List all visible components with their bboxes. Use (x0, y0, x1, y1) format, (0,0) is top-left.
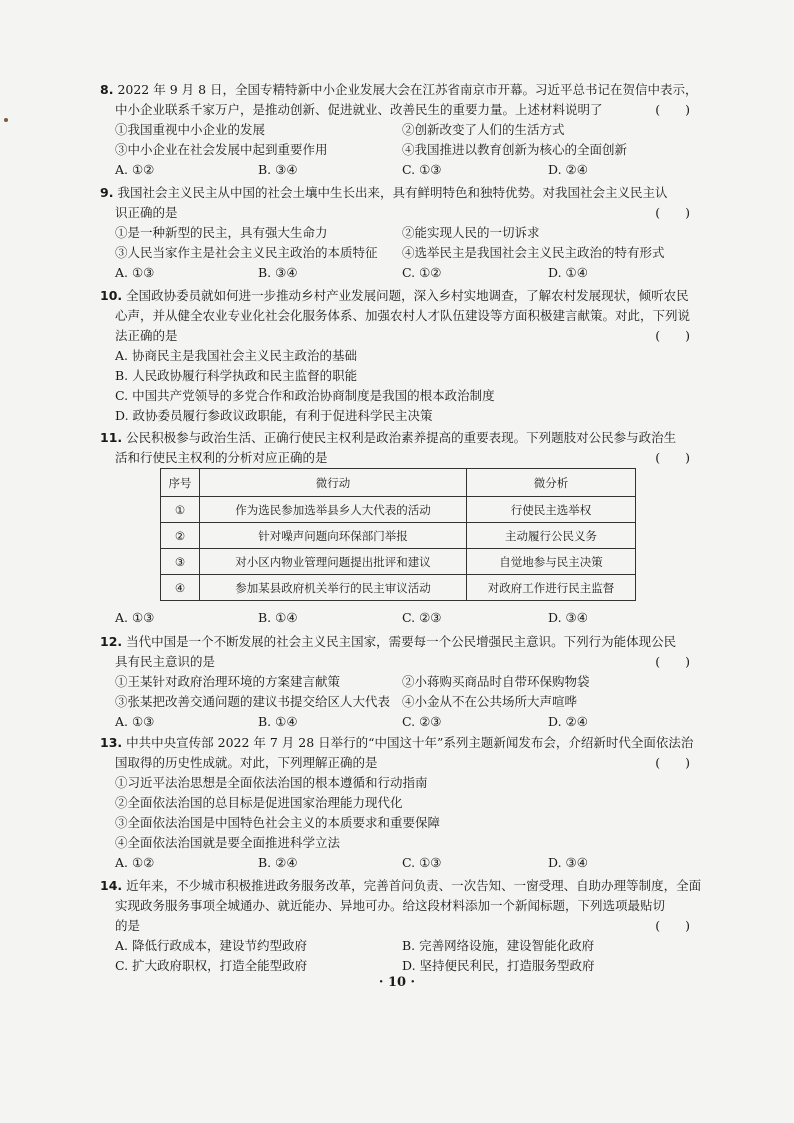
option: ①王某针对政府治理环境的方案建言献策 (115, 674, 341, 689)
question-stem: 活和行使民主权利的分析对应正确的是 (115, 450, 328, 465)
option: ④我国推进以教育创新为核心的全面创新 (402, 142, 628, 157)
choice-a: A. ①③ (115, 265, 155, 280)
question-stem: 公民积极参与政治生活、正确行使民主权利是政治素养提高的重要表现。下列题肢对公民参与政治生 (126, 430, 677, 445)
option: ③中小企业在社会发展中起到重要作用 (115, 142, 328, 157)
choice-a: A. ①② (115, 855, 155, 870)
table-row (161, 549, 636, 575)
option: ①我国重视中小企业的发展 (115, 122, 266, 137)
choice-b: B. 完善网络设施，建设智能化政府 (402, 938, 595, 953)
choice-c: C. 扩大政府职权，打造全能型政府 (115, 958, 308, 973)
question-stem: 的是 (115, 918, 141, 933)
choice-c: C. ①③ (402, 162, 442, 177)
table-cell: 针对噪声问题向环保部门举报 (200, 523, 467, 549)
choice-b: B. ①④ (258, 610, 298, 625)
option: ①是一种新型的民主，具有强大生命力 (115, 225, 328, 240)
answer-blank: ( ) (655, 328, 690, 343)
option: ③全面依法治国是中国特色社会主义的本质要求和重要保障 (115, 815, 441, 830)
choice-b: B. 人民政协履行科学执政和民主监督的职能 (115, 368, 358, 383)
choice-b: B. ①④ (258, 714, 298, 729)
table-cell: ④ (161, 575, 200, 601)
question-9 (100, 183, 700, 283)
question-number: 12. (100, 634, 123, 649)
option: ②创新改变了人们的生活方式 (402, 122, 565, 137)
table-cell: 自觉地参与民主决策 (467, 549, 636, 575)
question-stem: 具有民主意识的是 (115, 654, 216, 669)
table-cell: 作为选民参加选举县乡人大代表的活动 (200, 497, 467, 523)
question-stem: 法正确的是 (115, 328, 178, 343)
page-number: · 10 · (378, 975, 416, 990)
table-cell: ③ (161, 549, 200, 575)
answer-blank: ( ) (655, 450, 690, 465)
question-stem: 心声，并从健全农业专业化社会化服务体系、加强农村人才队伍建设等方面积极建言献策。对此，下列说 (115, 308, 691, 323)
choice-d: D. 坚持便民利民，打造服务型政府 (402, 958, 595, 973)
answer-blank: ( ) (655, 205, 690, 220)
question-stem: 2022 年 9 月 8 日，全国专精特新中小企业发展大会在江苏省南京市开幕。习近平总书记在贺信中表示， (117, 82, 698, 97)
choice-c: C. ②③ (402, 714, 442, 729)
question-number: 11. (100, 430, 123, 445)
option: ④小金从不在公共场所大声喧哗 (402, 694, 578, 709)
choice-d: D. ③④ (548, 855, 588, 870)
choice-a: A. 降低行政成本，建设节约型政府 (115, 938, 307, 953)
choice-c: C. ①② (402, 265, 442, 280)
option: ③张某把改善交通问题的建议书提交给区人大代表 (115, 694, 391, 709)
question-12 (100, 632, 700, 732)
question-11 (100, 428, 700, 468)
question-stem: 我国社会主义民主从中国的社会土壤中生长出来，具有鲜明特色和独特优势。对我国社会主义民主认 (117, 185, 668, 200)
table-row (161, 523, 636, 549)
table-cell: ② (161, 523, 200, 549)
question-number: 8. (100, 82, 114, 97)
choice-b: B. ③④ (258, 162, 298, 177)
choice-c: C. 中国共产党领导的多党合作和政治协商制度是我国的根本政治制度 (115, 388, 495, 403)
answer-blank: ( ) (655, 755, 690, 770)
scan-speck (4, 118, 8, 122)
table-cell: 主动履行公民义务 (467, 523, 636, 549)
option: ③人民当家作主是社会主义民主政治的本质特征 (115, 245, 378, 260)
column-header: 微分析 (467, 469, 636, 497)
choice-d: D. 政协委员履行参政议政职能，有利于促进科学民主决策 (115, 408, 433, 423)
column-header: 微行动 (200, 469, 467, 497)
choice-d: D. ①④ (548, 265, 588, 280)
question-stem: 中小企业联系千家万户，是推动创新、促进就业、改善民生的重要力量。上述材料说明了 (115, 102, 603, 117)
question-number: 9. (100, 185, 114, 200)
answer-blank: ( ) (655, 102, 690, 117)
analysis-table (160, 468, 636, 601)
choice-a: A. 协商民主是我国社会主义民主政治的基础 (115, 348, 357, 363)
answer-blank: ( ) (655, 654, 690, 669)
column-header: 序号 (161, 469, 200, 497)
table-row (161, 575, 636, 601)
table-cell: ① (161, 497, 200, 523)
choice-b: B. ③④ (258, 265, 298, 280)
question-stem: 识正确的是 (115, 205, 178, 220)
option: ④全面依法治国就是要全面推进科学立法 (115, 835, 341, 850)
question-number: 14. (100, 878, 123, 893)
table-cell: 对小区内物业管理问题提出批评和建议 (200, 549, 467, 575)
question-stem: 近年来，不少城市积极推进政务服务改革，完善首问负责、一次告知、一窗受理、自助办理等制度，全面 (126, 878, 702, 893)
table-row (161, 497, 636, 523)
choice-b: B. ②④ (258, 855, 298, 870)
question-number: 10. (100, 288, 123, 303)
question-8 (100, 80, 700, 180)
question-stem: 国取得的历史性成就。对此，下列理解正确的是 (115, 755, 378, 770)
answer-blank: ( ) (655, 918, 690, 933)
question-stem: 中共中央宣传部 2022 年 7 月 28 日举行的“中国这十年”系列主题新闻发布会，介绍新时代全面依法治 (126, 735, 694, 750)
option: ②能实现人民的一切诉求 (402, 225, 540, 240)
question-13 (100, 733, 700, 873)
choice-a: A. ①③ (115, 610, 155, 625)
question-stem: 实现政务服务事项全城通办、就近能办、异地可办。给这段材料添加一个新闻标题，下列选项最贴切 (115, 898, 666, 913)
choice-a: A. ①③ (115, 714, 155, 729)
question-10 (100, 286, 700, 426)
option: ①习近平法治思想是全面依法治国的根本遵循和行动指南 (115, 775, 428, 790)
question-stem: 全国政协委员就如何进一步推动乡村产业发展问题，深入乡村实地调查，了解农村发展现状，倾听农民 (126, 288, 689, 303)
question-stem: 当代中国是一个不断发展的社会主义民主国家，需要每一个公民增强民主意识。下列行为能体现公民 (126, 634, 677, 649)
question-number: 13. (100, 735, 123, 750)
choice-d: D. ②④ (548, 162, 588, 177)
choice-d: D. ②④ (548, 714, 588, 729)
table-cell: 对政府工作进行民主监督 (467, 575, 636, 601)
option: ②全面依法治国的总目标是促进国家治理能力现代化 (115, 795, 403, 810)
choice-c: C. ②③ (402, 610, 442, 625)
option: ④选举民主是我国社会主义民主政治的特有形式 (402, 245, 665, 260)
question-11-choices (100, 608, 700, 628)
table-header-row (161, 469, 636, 497)
table-cell: 参加某县政府机关举行的民主审议活动 (200, 575, 467, 601)
choice-a: A. ①② (115, 162, 155, 177)
question-14 (100, 876, 700, 976)
choice-d: D. ③④ (548, 610, 588, 625)
option: ②小蒋购买商品时自带环保购物袋 (402, 674, 590, 689)
choice-c: C. ①③ (402, 855, 442, 870)
table-cell: 行使民主选举权 (467, 497, 636, 523)
